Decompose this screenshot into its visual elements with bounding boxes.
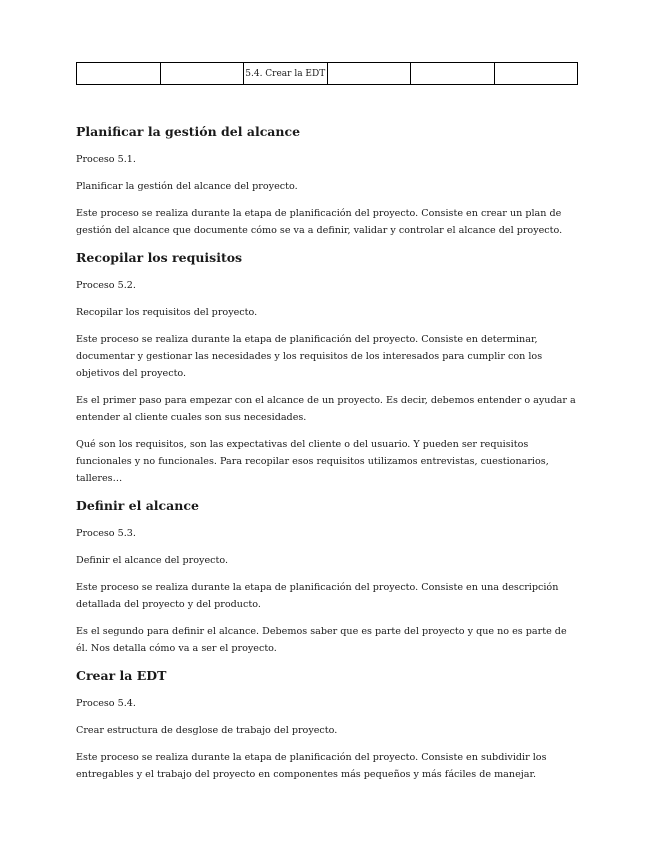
paragraph: Este proceso se realiza durante la etapa de planificación del proyecto. Consiste en una descripción detallada del proyecto y del producto. [76,582,559,610]
process-number: Proceso 5.1. [76,154,136,165]
process-title: Crear estructura de desglose de trabajo del proyecto. [76,725,338,736]
process-title: Planificar la gestión del alcance del proyecto. [76,181,298,192]
section-heading: Recopilar los requisitos [76,250,243,265]
process-title: Definir el alcance del proyecto. [76,555,229,566]
section-heading: Planificar la gestión del alcance [76,124,301,139]
paragraph: Este proceso se realiza durante la etapa de planificación del proyecto. Consiste en subdividir los entregables y el trabajo del proyecto en componentes más pequeños y más fáciles de manejar. [76,752,547,780]
process-table [76,62,578,85]
section-planificar-gestion-alcance [76,123,581,239]
section-recopilar-requisitos [76,249,581,487]
section-crear-edt [76,667,581,783]
section-definir-alcance [76,497,581,657]
paragraph: Este proceso se realiza durante la etapa de planificación del proyecto. Consiste en determinar, documentar y gestionar las necesidades y los requisitos de los interesados para cumplir con los objetivos del proyecto. [76,334,543,379]
section-heading: Definir el alcance [76,498,199,513]
paragraph: Este proceso se realiza durante la etapa de planificación del proyecto. Consiste en crear un plan de gestión del alcance que documente cómo se va a definir, validar y controlar el alcance del proyecto. [76,208,563,236]
process-number: Proceso 5.4. [76,698,136,709]
paragraph: Es el segundo para definir el alcance. Debemos saber que es parte del proyecto y que no es parte de él. Nos detalla cómo va a ser el proyecto. [76,626,567,654]
table-cell [411,63,495,85]
table-row [77,63,578,85]
table-cell [327,63,411,85]
section-heading: Crear la EDT [76,668,167,683]
paragraph: Es el primer paso para empezar con el alcance de un proyecto. Es decir, debemos entender o ayudar a entender al cliente cuales son sus necesidades. [76,395,576,423]
process-title: Recopilar los requisitos del proyecto. [76,307,258,318]
table-cell [160,63,244,85]
document-body [76,123,581,783]
table-cell [494,63,578,85]
table-cell [77,63,161,85]
paragraph: Qué son los requisitos, son las expectativas del cliente o del usuario. Y pueden ser requisitos funcionales y no funcionales. Para recopilar esos requisitos utilizamos entrevistas, cuestionarios, talleres… [76,439,549,484]
table-cell: 5.4. Crear la EDT [244,63,328,85]
process-number: Proceso 5.3. [76,528,136,539]
process-number: Proceso 5.2. [76,280,136,291]
